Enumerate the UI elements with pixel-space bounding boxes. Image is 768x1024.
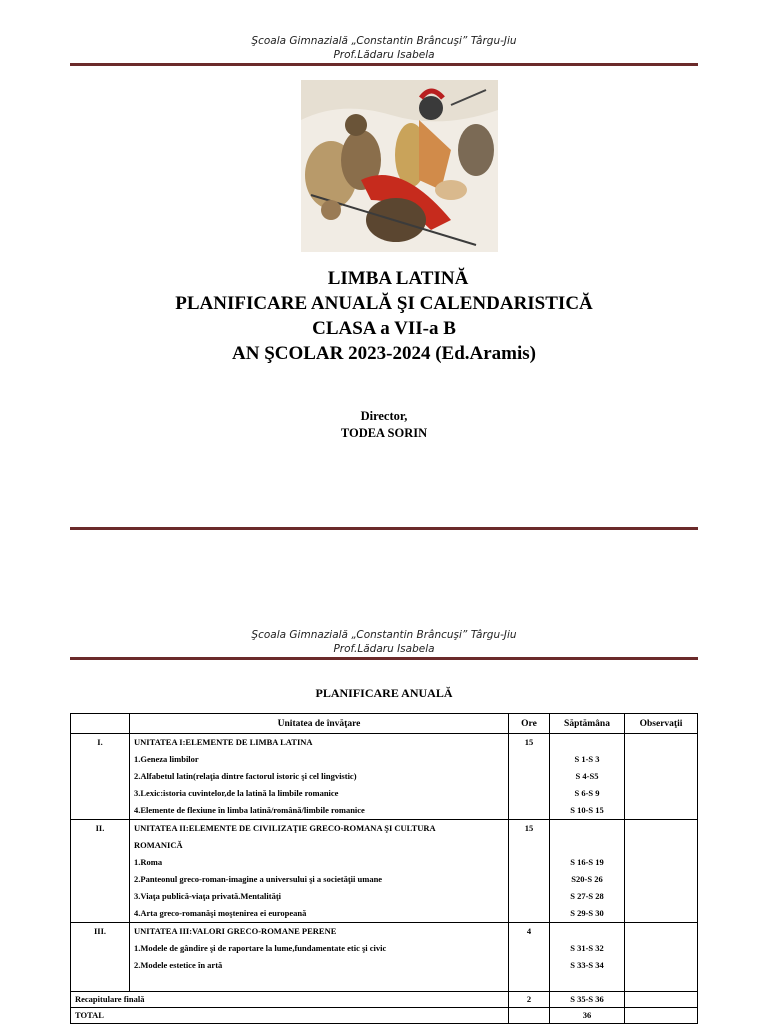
table-row — [71, 820, 698, 923]
recap-weeks: S 35-S 36 — [550, 992, 625, 1008]
page-header-2 — [0, 628, 768, 656]
teacher-name: Prof.Lădaru Isabela — [333, 49, 435, 61]
table-header-row — [71, 714, 698, 734]
lesson-week: S 6-S 9 — [574, 788, 600, 798]
school-name: Şcoala Gimnazială „Constantin Brâncuşi” Târgu-Jiu — [251, 35, 517, 47]
header-hours: Ore — [509, 714, 550, 734]
lesson-week: S 33-S 34 — [570, 960, 604, 970]
unit-content — [130, 734, 509, 820]
total-value: 36 — [550, 1008, 625, 1024]
lesson-item: 3.Lexic:istoria cuvintelor,de la latină la limbile romanice — [134, 788, 339, 798]
annual-plan-table — [70, 713, 698, 1024]
page-header — [0, 34, 768, 62]
recap-hours: 2 — [509, 992, 550, 1008]
lesson-week: S20-S 26 — [571, 874, 603, 884]
school-name: Şcoala Gimnazială „Constantin Brâncuşi” Târgu-Jiu — [251, 629, 517, 641]
unit-content — [130, 820, 509, 923]
total-row — [71, 1008, 698, 1024]
lesson-item: 3.Viaţa publică-viaţa privată.Mentalităţi — [134, 891, 282, 901]
lesson-week: S 29-S 30 — [570, 908, 604, 918]
total-observations-empty — [625, 1008, 698, 1024]
lesson-week: S 27-S 28 — [570, 891, 604, 901]
header-rule — [70, 63, 698, 66]
table-row — [71, 923, 698, 992]
director-name: TODEA SORIN — [340, 426, 428, 440]
unit-observations — [625, 734, 698, 820]
unit-weeks — [550, 820, 625, 923]
recap-observations — [625, 992, 698, 1008]
lesson-item: 1.Modele de gândire şi de raportare la lume,fundamentate etic şi civic — [134, 943, 387, 953]
unit-hours: 15 — [509, 820, 550, 923]
battle-illustration — [301, 80, 498, 252]
unit-hours: 15 — [509, 734, 550, 820]
unit-title: UNITATEA II:ELEMENTE DE CIVILIZAŢIE GRECO-ROMANA ŞI CULTURA — [134, 823, 436, 833]
lesson-item: 2.Alfabetul latin(relaţia dintre factorul istoric şi cel lingvistic) — [134, 771, 357, 781]
director-label: Director, — [360, 409, 408, 423]
lesson-week: S 1-S 3 — [574, 754, 600, 764]
lesson-item: 4.Arta greco-romanăşi moştenirea ei europeană — [134, 908, 307, 918]
unit-observations — [625, 923, 698, 992]
lesson-item: 4.Elemente de flexiune în limba latină/română/limbile romanice — [134, 805, 365, 815]
lesson-week: S 16-S 19 — [570, 857, 604, 867]
lesson-week: S 10-S 15 — [570, 805, 604, 815]
unit-number: I. — [71, 734, 130, 820]
lesson-week: S 31-S 32 — [570, 943, 604, 953]
unit-weeks — [550, 734, 625, 820]
title-line-class: CLASA a VII-a B — [312, 318, 456, 339]
recap-row — [71, 992, 698, 1008]
unit-weeks — [550, 923, 625, 992]
table-row — [71, 734, 698, 820]
title-line-year: AN ŞCOLAR 2023-2024 (Ed.Aramis) — [232, 343, 536, 364]
unit-observations — [625, 820, 698, 923]
page-end-rule — [70, 527, 698, 530]
unit-content — [130, 923, 509, 992]
header-unit: Unitatea de învăţare — [130, 714, 509, 734]
unit-title: ROMANICĂ — [134, 840, 183, 850]
unit-number: III. — [71, 923, 130, 992]
total-label: TOTAL — [71, 1008, 509, 1024]
teacher-name: Prof.Lădaru Isabela — [333, 643, 435, 655]
lesson-item: 2.Modele estetice în artă — [134, 960, 223, 970]
header-rule-2 — [70, 657, 698, 660]
lesson-item: 1.Roma — [134, 857, 163, 867]
header-nr — [71, 714, 130, 734]
unit-number: II. — [71, 820, 130, 923]
lesson-item: 2.Panteonul greco-roman-imagine a universului şi a societăţii umane — [134, 874, 383, 884]
unit-title: UNITATEA I:ELEMENTE DE LIMBA LATINA — [134, 737, 313, 747]
total-hours-empty — [509, 1008, 550, 1024]
lesson-item: 1.Geneza limbilor — [134, 754, 199, 764]
title-line-subject: LIMBA LATINĂ — [327, 268, 469, 289]
header-observations: Observaţii — [625, 714, 698, 734]
table-title: PLANIFICARE ANUALĂ — [315, 686, 453, 700]
lesson-week: S 4-S5 — [575, 771, 599, 781]
unit-hours: 4 — [509, 923, 550, 992]
unit-title: UNITATEA III:VALORI GRECO-ROMANE PERENE — [134, 926, 337, 936]
title-line-planning: PLANIFICARE ANUALĂ ŞI CALENDARISTICĂ — [175, 293, 593, 314]
recap-label: Recapitulare finală — [71, 992, 509, 1008]
header-week: Săptămâna — [550, 714, 625, 734]
